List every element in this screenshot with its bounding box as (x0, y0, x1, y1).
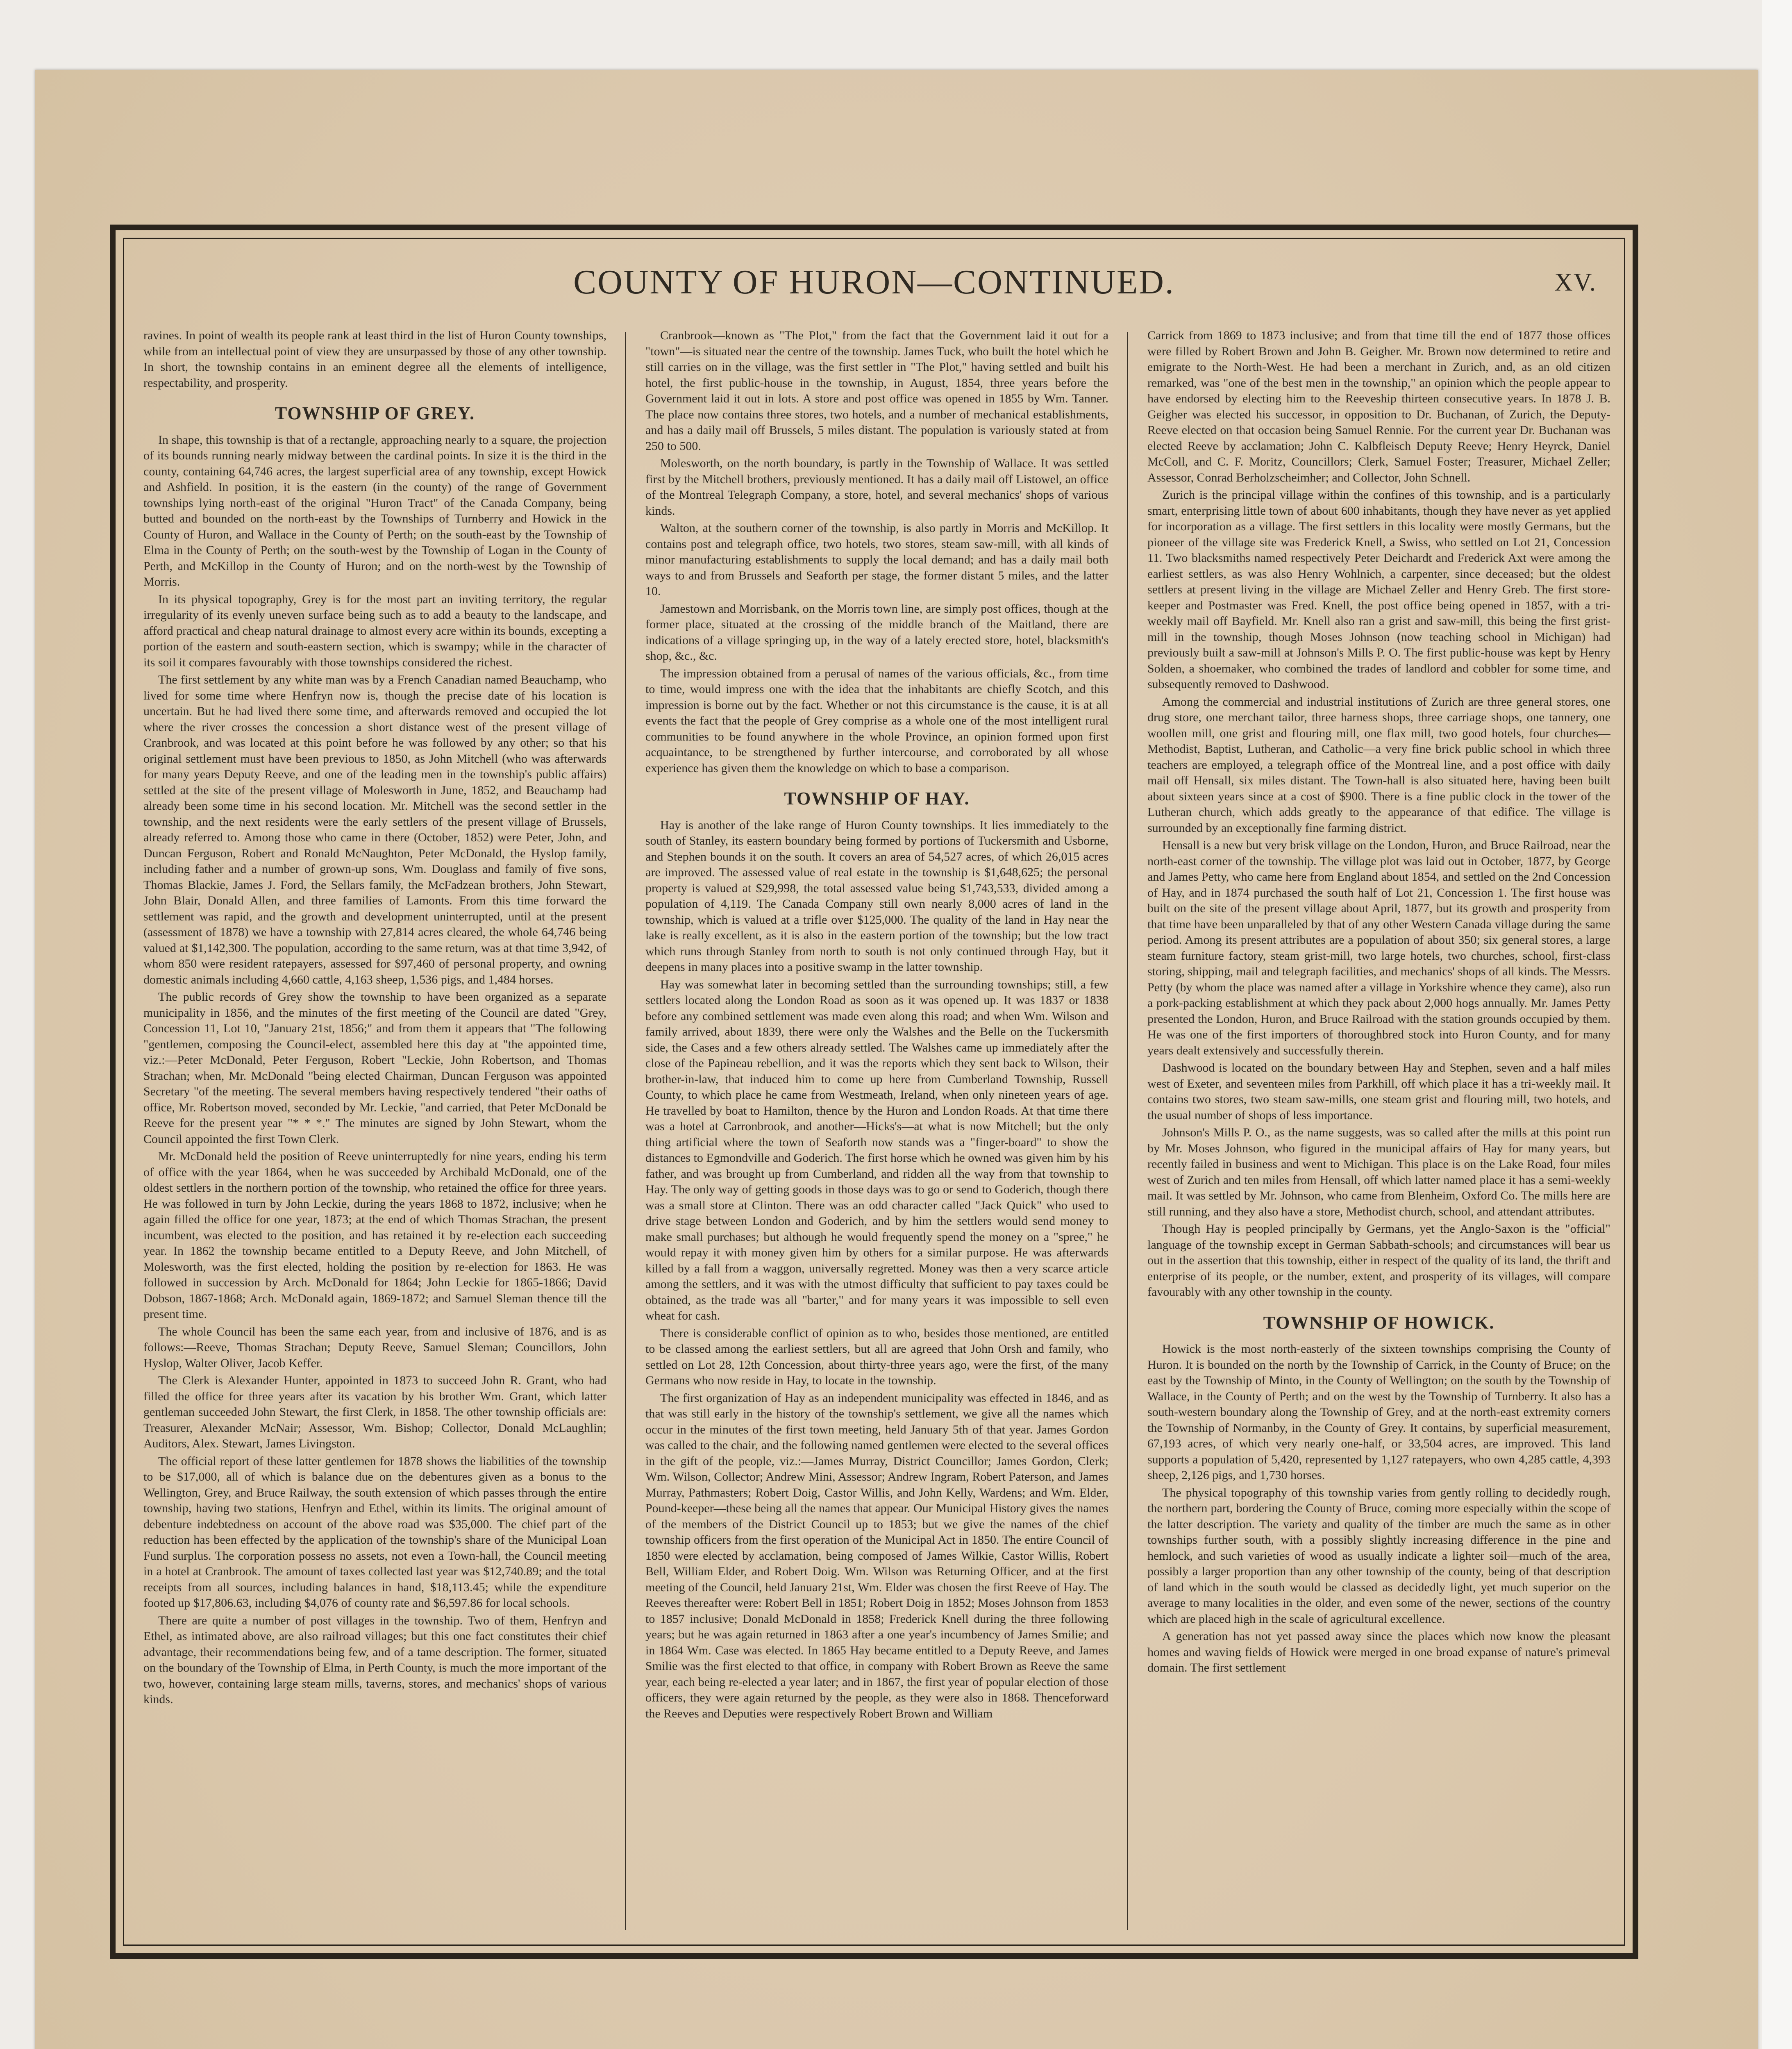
paragraph: The whole Council has been the same each year, from and inclusive of 1876, and is as follows:—Reeve, Thomas Strachan; Deputy Reeve, Samuel Sleman; Councillors, John Hyslop, Walter Oliver, Jacob Keffer. (143, 1324, 606, 1370)
page-title: COUNTY OF HURON—CONTINUED. (573, 263, 1175, 301)
paragraph: Hay is another of the lake range of Huron County townships. It lies immediately to the south of Stanley, its eastern boundary being formed by portions of Tuckersmith and Usborne, and Stephen bounds it on the south. It covers an area of 54,527 acres, of which 26,015 acres are improved. The assessed value of real estate in the township is $1,648,625; the personal property is valued at $29,998, the total assessed value being $1,743,533, divided among a population of 4,119. The Canada Company still own nearly 8,000 acres of land in the township, which is valued at a trifle over $125,000. The quality of the land in Hay near the lake is really excellent, as it is also in the eastern portion of the township; but the low tract which runs through Stanley from north to south is not only continued through Hay, but it deepens in many places into a positive swamp in the latter township. (645, 818, 1108, 974)
paragraph: ravines. In point of wealth its people rank at least third in the list of Huron County townships, while from an intellectual point of view they are unsurpassed by those of any other township. In short, the township contains in an eminent degree all the elements of intelligence, respectability, and prosperity. (143, 329, 606, 390)
paragraph: In shape, this township is that of a rectangle, approaching nearly to a square, the projection of its bounds running nearly midway between the cardinal points. In size it is the third in the county, containing 64,746 acres, the largest superficial area of any township, except Howick and Ashfield. In position, it is the eastern (in the county) of the range of Government townships lying north-east of the original "Huron Tract" of the Canada Company, being butted and bounded on the north-east by the Townships of Turnberry and Howick in the County of Huron, and Wallace in the County of Perth; on the south-east by the Township of Elma in the County of Perth; on the south-west by the Township of Logan in the County of Perth, and McKillop in the County of Huron; and on the north-west by the Township of Morris. (143, 433, 606, 588)
column-middle (645, 328, 1108, 1938)
paragraph: Molesworth, on the north boundary, is partly in the Township of Wallace. It was settled first by the Mitchell brothers, previously mentioned. It has a daily mail off Listowel, an office of the Montreal Telegraph Company, a store, hotel, and several mechanics' shops of various kinds. (645, 457, 1108, 518)
paragraph: The official report of these latter gentlemen for 1878 shows the liabilities of the township to be $17,000, all of which is balance due on the debentures given as a bonus to the Wellington, Grey, and Bruce Railway, the south extension of which passes through the entire township, having two stations, Henfryn and Ethel, within its limits. The original amount of debenture indebtedness on account of the above road was $35,000. The chief part of the reduction has been effected by the application of the township's share of the Municipal Loan Fund surplus. The corporation possess no assets, not even a Town-hall, the Council meeting in a hotel at Cranbrook. The amount of taxes collected last year was $12,740.89; and the total receipts from all sources, including balances in hand, $18,113.45; while the expenditure footed up $17,806.63, including $4,076 of county rate and $6,597.86 for local schools. (143, 1454, 606, 1610)
page-number: XV. (1554, 268, 1597, 296)
paragraph: The first organization of Hay as an independent municipality was effected in 1846, and as that was still early in the history of the township's settlement, we give all the names which occur in the minutes of the first town meeting, held January 5th of that year. James Gordon was called to the chair, and the following named gentlemen were elected to the several offices in the gift of the people, viz.:—James Murray, District Councillor; James Gordon, Clerk; Wm. Wilson, Collector; Andrew Mini, Assessor; Andrew Ingram, Robert Paterson, and James Murray, Pathmasters; Robert Doig, Castor Willis, and John Kelly, Wardens; and Wm. Elder, Pound-keeper—these being all the names that appear. Our Municipal History gives the names of the members of the District Council up to 1853; but we give the names of the chief township officers from the first operation of the Municipal Act in 1850. The entire Council of 1850 were elected by acclamation, being composed of James Wilkie, Castor Willis, Robert Bell, William Elder, and Robert Doig. Wm. Wilson was Returning Officer, and at the first meeting of the Council, held January 21st, Wm. Elder was chosen the first Reeve of Hay. The Reeves thereafter were: Robert Bell in 1851; Robert Doig in 1852; Moses Johnson from 1853 to 1857 inclusive; Donald McDonald in 1858; Frederick Knell during the three following years; but he was again returned in 1863 after a one year's incumbency of James Smilie; and in 1864 Wm. Case was elected. In 1865 Hay became entitled to a Deputy Reeve, and James Smilie was the first elected to that office, in company with Robert Brown as Reeve the same year, each being re-elected a year later; and in 1867, the first year of popular election of those officers, they were again returned by the people, as they were also in 1868. Thenceforward the Reeves and Deputies were respectively Robert Brown and William (645, 1391, 1108, 1720)
paragraph: Dashwood is located on the boundary between Hay and Stephen, seven and a half miles west of Exeter, and seventeen miles from Parkhill, off which place it has a tri-weekly mail. It contains two stores, two steam saw-mills, one steam grist and flouring mill, two hotels, and the usual number of shops of less importance. (1147, 1061, 1610, 1122)
paragraph: A generation has not yet passed away since the places which now know the pleasant homes and waving fields of Howick were merged in one broad expanse of nature's primeval domain. The first settlement (1147, 1629, 1610, 1674)
scan-margin (1762, 0, 1792, 2049)
text-columns (143, 328, 1610, 1938)
column-left (143, 328, 606, 1938)
paragraph: Hay was somewhat later in becoming settled than the surrounding townships; still, a few settlers located along the London Road as soon as it was opened up. It was 1837 or 1838 before any combined settlement was made even along this road; and when Wm. Wilson and family arrived, about 1839, there were only the Walshes and the Belle on the Tuckersmith side, the Cases and a few others already settled. The Walshes came up immediately after the close of the Papineau rebellion, and it was the reports which they sent back to Wilson, their brother-in-law, that induced him to come up here from Cumberland Township, Russell County, to which place he came from Westmeath, Ireland, when only nineteen years of age. He travelled by boat to Hamilton, thence by the Huron and London Roads. At that time there was a hotel at Carronbrook, and another—Hicks's—at what is now Mitchell; but the only thing artificial where the town of Seaforth now stands was a "finger-board" to show the distances to Egmondville and Goderich. The first horse which he owned was given him by his father, and was brought up from Cumberland, and ridden all the way from that township to Hay. The only way of getting goods in those days was to go or send to Goderich, though there was a small store at Clinton. There was an odd character called "Jack Quick" who used to drive stage between London and Goderich, and by him the settlers would send money to make small purchases; but although he would frequently spend the money on a "spree," he would repay it with money given him by others for a similar purpose. He was afterwards killed by a fall from a waggon, universally regretted. Money was then a very scarce article among the settlers, and it was with the utmost difficulty that sufficient to pay taxes could be obtained, as the trade was all "barter," and for many years it was impossible to sell even wheat for cash. (645, 977, 1108, 1322)
page-header (123, 254, 1625, 316)
paragraph: The first settlement by any white man was by a French Canadian named Beauchamp, who lived for some time where Henfryn now is, though the precise date of his location is uncertain. But he had lived there some time, and afterwards removed and occupied the lot where the river crosses the concession a short distance west of the present village of Cranbrook, and was located at this point before he was followed by any other; so that his original settlement must have been previous to 1850, as John Mitchell (who was afterwards for many years Deputy Reeve, and one of the leading men in the township's public affairs) settled at the site of the present village of Molesworth in June, 1852, and Beauchamp had already been some time in his second location. Mr. Mitchell was the second settler in the township, and the next residents were the early settlers of the present village of Brussels, already referred to. Among those who came in there (October, 1852) were Peter, John, and Duncan Ferguson, Robert and Ronald McNaughton, Peter McDonald, the Hyslop family, including father and a number of grown-up sons, Wm. Douglass and family of five sons, Thomas Blackie, James J. Ford, the Sellars family, the McFadzean brothers, John Stewart, John Blair, Donald Allen, and three families of Lamonts. From this time forward the settlement was rapid, and the growth and development uninterrupted, until at the present (assessment of 1878) we have a township with 27,814 acres cleared, the whole 64,746 being valued at $1,142,300. The population, according to the same return, was at that time 3,942, of whom 850 were resident ratepayers, assessed for $97,460 of personal property, and owning domestic animals including 4,660 cattle, 4,163 sheep, 1,536 pigs, and 1,484 horses. (143, 673, 606, 986)
paragraph: Hensall is a new but very brisk village on the London, Huron, and Bruce Railroad, near the north-east corner of the township. The village plot was laid out in October, 1877, by George and James Petty, who came here from England about 1854, and settled on the 2nd Concession of Hay, and in 1874 purchased the south half of Lot 21, Concession 1. The first house was built on the site of the present village about April, 1877, but its growth and prosperity from that time have been unparalleled by that of any other Western Canada village during the same period. Among its present attributes are a population of about 350; six general stores, a large steam furniture factory, steam grist-mill, two large hotels, two churches, school, first-class storing, shipping, mail and telegraph facilities, and mechanics' shops of all kinds. The Messrs. Petty (by whom the place was named after a village in Yorkshire whence they came), also run a pork-packing establishment at which they pack about 2,000 hogs annually. Mr. James Petty presented the London, Huron, and Bruce Railroad with the station grounds occupied by them. He was one of the first importers of thoroughbred stock into Huron County, and for many years dealt extensively and successfully therein. (1147, 838, 1610, 1057)
paragraph: Among the commercial and industrial institutions of Zurich are three general stores, one drug store, one merchant tailor, three harness shops, three carriage shops, one tannery, one woollen mill, one grist and flouring mill, one flax mill, two good hotels, four churches—Methodist, Baptist, Lutheran, and Catholic—a very fine brick public school in which three teachers are employed, a telegraph office of the Montreal line, and a post office with daily mail off Hensall, six miles distant. The Town-hall is also situated here, having been built about sixteen years since at a cost of $900. There is a fine public clock in the tower of the Lutheran church, which adds greatly to the appearance of that edifice. The village is surrounded by an exceptionally fine farming district. (1147, 695, 1610, 835)
paragraph: The impression obtained from a perusal of names of the various officials, &c., from time to time, would impress one with the idea that the inhabitants are chiefly Scotch, and this impression is borne out by the fact. Whether or not this circumstance is the cause, it is at all events the fact that the people of Grey comprise as a whole one of the most intelligent rural communities to be found anywhere in the whole Province, an opinion formed upon first acquaintance, to be strengthened by further intercourse, and corroborated by all whose experience has given them the knowledge on which to base a comparison. (645, 666, 1108, 775)
paragraph: In its physical topography, Grey is for the most part an inviting territory, the regular irregularity of its evenly uneven surface being such as to add a beauty to the landscape, and afford practical and cheap natural drainage to almost every acre within its bounds, excepting a portion of the eastern and south-eastern section, which is swampy; while in the character of its soil it compares favourably with those townships considered the richest. (143, 592, 606, 669)
section-heading-grey: TOWNSHIP OF GREY. (275, 403, 475, 423)
paragraph: Johnson's Mills P. O., as the name suggests, was so called after the mills at this point run by Mr. Moses Johnson, who figured in the municipal affairs of Hay for many years, but recently failed in business and went to Michigan. This place is on the Lake Road, four miles west of Zurich and ten miles from Hensall, off which latter named place it has a semi-weekly mail. It was settled by Mr. Johnson, who came from Blenheim, Oxford Co. The mills here are still running, and they also have a store, Methodist church, school, and attendant attributes. (1147, 1126, 1610, 1218)
paragraph: Cranbrook—known as "The Plot," from the fact that the Government laid it out for a "town"—is situated near the centre of the township. James Tuck, who built the hotel which he still carries on in the village, was the first settler in "The Plot," having settled and built his hotel, the first public-house in the township, in August, 1854, three years before the Government laid it out in lots. A store and post office was opened in 1855 by Wm. Tanner. The place now contains three stores, two hotels, and a number of mechanical establishments, and has a daily mail off Brussels, 5 miles distant. The population is variously stated at from 250 to 500. (645, 329, 1108, 453)
paragraph: Jamestown and Morrisbank, on the Morris town line, are simply post offices, though at the former place, situated at the crossing of the middle branch of the Maitland, there are indications of a village springing up, in the way of a lately erected store, hotel, blacksmith's shop, &c., &c. (645, 602, 1108, 663)
paragraph: Zurich is the principal village within the confines of this township, and is a particularly smart, enterprising little town of about 600 inhabitants, though they have never as yet applied for incorporation as a village. The first settlers in this locality were mostly Germans, but the pioneer of the village site was Frederick Knell, a Swiss, who settled on Lot 21, Concession 11. Two blacksmiths named respectively Peter Deichardt and Frederick Axt were among the earliest settlers, as was also Henry Wohlnich, a carpenter, since deceased; but the oldest settlers at present living in the village are Michael Zeller and Henry Greb. The first store-keeper and Postmaster was Fred. Knell, the post office being opened in 1857, with a tri-weekly mail off Bayfield. Mr. Knell also ran a grist and saw-mill, this being the first grist-mill in the township, though Moses Johnson (now teaching school in Michigan) had previously built a saw-mill at Johnson's Mills P. O. The first public-house was kept by Henry Solden, a shoemaker, who combined the trades of landlord and cobbler for some time, and subsequently removed to Dashwood. (1147, 488, 1610, 691)
paragraph: The Clerk is Alexander Hunter, appointed in 1873 to succeed John R. Grant, who had filled the office for three years after its vacation by his brother Wm. Grant, which latter gentleman succeeded John Stewart, the first Clerk, in 1858. The other township officials are: Treasurer, Alexander McNair; Assessor, Wm. Bishop; Collector, Donald McLaughlin; Auditors, Alex. Stewart, James Livingston. (143, 1374, 606, 1450)
paragraph: Carrick from 1869 to 1873 inclusive; and from that time till the end of 1877 those offices were filled by Robert Brown and John B. Geigher. Mr. Brown now determined to retire and emigrate to the North-West. He had been a merchant in Zurich, and, as an old citizen remarked, was "one of the best men in the township," an opinion which the people appear to have endorsed by electing him to the Reeveship thirteen consecutive years. In 1878 J. B. Geigher was elected his successor, in opposition to Dr. Buchanan, of Zurich, the Deputy-Reeve elected on that occasion being Samuel Rennie. For the current year Dr. Buchanan was elected Reeve by acclamation; John C. Kalbfleisch Deputy Reeve; Henry Heyrck, Daniel McColl, and C. F. Moritz, Councillors; Clerk, Samuel Foster; Treasurer, Michael Zeller; Assessor, Conrad Berholzscheimher; and Collector, John Schnell. (1147, 329, 1610, 484)
paragraph: The physical topography of this township varies from gently rolling to decidedly rough, the northern part, bordering the County of Bruce, coming more especially within the scope of the latter description. The variety and quality of the timber are much the same as in other townships further south, with a possibly slightly increasing difference in the pine and hemlock, and such varieties of wood as usually indicate a lighter soil—much of the area, possibly a larger proportion than any other township of the county, being of that description of land which in the south would be classed as decidedly light, yet much superior on the average to many localities in the older, and even some of the newer, sections of the country which are placed high in the scale of agricultural excellence. (1147, 1486, 1610, 1626)
paragraph: The public records of Grey show the township to have been organized as a separate municipality in 1856, and the minutes of the first meeting of the Council are dated "Grey, Concession 11, Lot 10, "January 21st, 1856;" and from them it appears that "The following "gentlemen, composing the Council-elect, assembled here this day at "the appointed time, viz.:—Peter McDonald, Peter Ferguson, Robert "Leckie, John Robertson, and Thomas Strachan; when, Mr. McDonald "being elected Chairman, Duncan Ferguson was appointed Secretary "of the meeting. The several members having respectively tendered "their oaths of office, Mr. Robertson moved, seconded by Mr. Leckie, "and carried, that Peter McDonald be Reeve for the present year "* * *." The minutes are signed by John Stewart, whom the Council appointed the first Town Clerk. (143, 990, 606, 1146)
paragraph: Mr. McDonald held the position of Reeve uninterruptedly for nine years, ending his term of office with the year 1864, when he was succeeded by Archibald McDonald, one of the oldest settlers in the northern portion of the township, who retained the office for three years. He was followed in turn by John Leckie, during the years 1868 to 1872, inclusive; when he again filled the office for one year, 1873; at the end of which Thomas Strachan, the present incumbent, was elected to the position, and has retained it by re-election each succeeding year. In 1862 the township became entitled to a Deputy Reeve, and John Mitchell, of Molesworth, was the first elected, holding the position by re-election for 1863. He was followed in succession by Arch. McDonald for 1864; John Leckie for 1865-1866; David Dobson, 1867-1868; Arch. McDonald again, 1869-1872; and Samuel Sleman thence till the present time. (143, 1149, 606, 1321)
paragraph: Walton, at the southern corner of the township, is also partly in Morris and McKillop. It contains post and telegraph office, two hotels, two stores, steam saw-mill, with all kinds of minor manufacturing establishments to supply the local demand; and has a daily mail both ways to and from Brussels and Seaforth per stage, the former distant 5 miles, and the latter 10. (645, 521, 1108, 598)
paragraph: There are quite a number of post villages in the township. Two of them, Henfryn and Ethel, as intimated above, are also railroad villages; but this one fact constitutes their chief advantage, their recommendations being few, and of a tame description. The former, situated on the boundary of the Township of Elma, in Perth County, is much the more important of the two, however, containing large steam mills, taverns, stores, and mechanics' shops of various kinds. (143, 1613, 606, 1706)
column-divider (625, 332, 626, 1930)
section-heading-howick: TOWNSHIP OF HOWICK. (1263, 1312, 1495, 1333)
paragraph: Though Hay is peopled principally by Germans, yet the Anglo-Saxon is the "official" language of the township except in German Sabbath-schools; and circumstances will bear us out in the assertion that this township, either in respect of the quality of its land, the thrift and enterprise of its people, or the number, extent, and prosperity of its villages, will compare favourably with any other township in the county. (1147, 1222, 1610, 1299)
column-right (1147, 328, 1610, 1938)
paragraph: Howick is the most north-easterly of the sixteen townships comprising the County of Huron. It is bounded on the north by the Township of Carrick, in the County of Bruce; on the east by the Township of Minto, in the County of Wellington; on the south by the Township of Wallace, in the County of Perth; and on the west by the Township of Turnberry. It also has a south-western boundary along the Township of Grey, and at the north-east extremity corners the Township of Normanby, in the County of Grey. It contains, by superficial measurement, 67,193 acres, of which very nearly one-half, or 33,504 acres, are improved. This land supports a population of 5,420, represented by 1,127 ratepayers, who own 4,285 cattle, 4,393 sheep, 2,126 pigs, and 1,730 horses. (1147, 1342, 1610, 1482)
paragraph: There is considerable conflict of opinion as to who, besides those mentioned, are entitled to be classed among the earliest settlers, but all are agreed that John Orsh and family, who settled on Lot 28, 12th Concession, about thirty-three years ago, were the first, of the many Germans who now reside in Hay, to locate in the township. (645, 1326, 1108, 1387)
section-heading-hay: TOWNSHIP OF HAY. (784, 788, 970, 809)
column-divider (1127, 332, 1128, 1930)
